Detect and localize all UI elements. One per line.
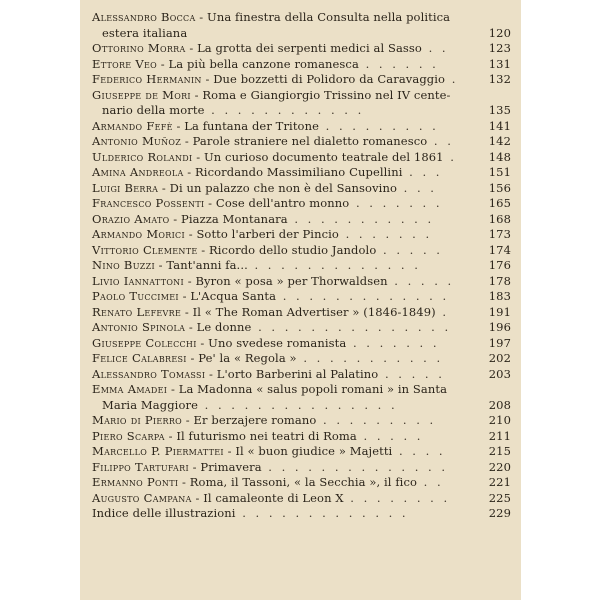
- entry-text: [92, 258, 487, 274]
- dot-leader: . . .: [396, 180, 437, 195]
- page-number: 131: [488, 56, 511, 71]
- toc-entry: [92, 274, 511, 290]
- author-separator: -: [185, 320, 197, 334]
- entry-author: Felice Calabresi: [92, 351, 187, 365]
- entry-title: Il camaleonte di Leon X: [203, 490, 344, 505]
- entry-author: Ottorino Morra: [92, 41, 186, 55]
- entry-title: Il futurismo nei teatri di Roma: [176, 428, 357, 443]
- page-number: 229: [488, 506, 511, 520]
- entry-title: Le donne: [196, 320, 252, 334]
- toc-entry: [92, 10, 511, 41]
- author-separator: -: [183, 165, 196, 179]
- entry-title: Indice delle illustrazioni: [92, 506, 236, 520]
- page-number: 197: [488, 335, 511, 350]
- entry-title: L'Acqua Santa: [190, 289, 277, 303]
- dot-leader: . . . . . . . . .: [316, 413, 437, 427]
- entry-title: La più bella canzone romanesca: [168, 56, 359, 71]
- entry-text: [92, 413, 487, 429]
- toc-entry: [92, 181, 511, 197]
- page-number: 174: [488, 242, 511, 257]
- entry-title: Il « The Roman Advertiser » (1846-1849): [192, 304, 436, 319]
- toc-entry: [92, 506, 511, 522]
- entry-title: La grotta dei serpenti medici al Sasso: [197, 41, 422, 55]
- dot-leader: . . . .: [392, 444, 446, 458]
- author-separator: -: [181, 134, 193, 148]
- author-separator: -: [167, 382, 179, 396]
- entry-text: [92, 196, 487, 212]
- entry-author: Filippo Tartufari: [92, 459, 189, 474]
- entry-text: [92, 88, 487, 119]
- entry-title: La funtana der Tritone: [184, 118, 319, 133]
- page-number: 208: [488, 397, 511, 412]
- entry-text: [92, 181, 487, 197]
- entry-title: Ricordando Massimiliano Cupellini: [195, 165, 403, 179]
- page-number: 178: [488, 273, 511, 288]
- table-of-contents: [92, 10, 511, 522]
- entry-title: Piazza Montanara: [181, 211, 288, 226]
- entry-author: Ermanno Ponti: [92, 475, 179, 489]
- dot-leader: . . . . . .: [358, 56, 439, 71]
- entry-author: Federico Hermanin: [92, 72, 202, 86]
- entry-text: [92, 305, 487, 321]
- entry-author: Vittorio Clemente: [92, 242, 198, 257]
- entry-text: [92, 491, 487, 507]
- entry-author: Luigi Berra: [92, 180, 159, 195]
- toc-entry: [92, 289, 511, 305]
- toc-entry: [92, 320, 511, 336]
- toc-entry: [92, 429, 511, 445]
- toc-entry: [92, 258, 511, 274]
- entry-title-continued: estera italiana: [102, 25, 188, 40]
- entry-title-continued: nario della morte . . . . . . . . . . . .: [102, 103, 365, 117]
- dot-leader: .: [435, 304, 450, 319]
- dot-leader: . . . . . . . .: [343, 490, 451, 505]
- entry-text: [92, 289, 487, 305]
- author-separator: -: [164, 428, 177, 443]
- dot-leader: . .: [421, 41, 449, 55]
- toc-entry: [92, 305, 511, 321]
- toc-entry: [92, 413, 511, 429]
- dot-leader: . . . . . . . . . . . . .: [247, 258, 421, 272]
- entry-text: [92, 336, 487, 352]
- entry-author: Giuseppe de Mori: [92, 87, 191, 102]
- toc-entry: [92, 134, 511, 150]
- author-separator: -: [169, 211, 181, 226]
- entry-title: Roma e Giangiorgio Trissino nel IV cente-: [202, 87, 451, 102]
- toc-entry: [92, 227, 511, 243]
- entry-title: Il « buon giudice » Majetti: [235, 444, 393, 458]
- author-separator: -: [205, 366, 217, 381]
- page-number: 165: [488, 196, 511, 210]
- entry-author: Emma Amadei: [92, 382, 168, 396]
- entry-title-continued: Maria Maggiore . . . . . . . . . . . . . . .: [102, 397, 398, 412]
- page-number: 141: [488, 118, 511, 133]
- toc-entry: [92, 57, 511, 73]
- toc-entry: [92, 119, 511, 135]
- page-number: 176: [488, 258, 511, 272]
- entry-title: L'orto Barberini al Palatino: [216, 366, 379, 381]
- toc-entry: [92, 41, 511, 57]
- entry-author: Nino Buzzi: [92, 258, 155, 272]
- toc-entry: [92, 72, 511, 88]
- page-number: 156: [488, 180, 511, 195]
- author-separator: -: [178, 289, 191, 303]
- author-separator: -: [192, 149, 204, 164]
- entry-title: Uno svedese romanista: [208, 335, 347, 350]
- dot-leader: . .: [427, 134, 454, 148]
- entry-title: Primavera: [200, 459, 262, 474]
- entry-text: [92, 10, 487, 41]
- entry-text: [92, 41, 487, 57]
- page-number: 123: [488, 41, 511, 55]
- entry-title: Di un palazzo che non è del Sansovino: [169, 180, 397, 195]
- dot-leader: . . . . .: [356, 428, 424, 443]
- dot-leader: . . . . .: [376, 242, 443, 257]
- entry-text: [92, 72, 487, 88]
- entry-title: Sotto l'arberi der Pincio: [196, 227, 339, 241]
- author-separator: -: [201, 72, 214, 86]
- author-separator: -: [182, 413, 194, 427]
- page-number: 221: [488, 475, 511, 489]
- page-number: 142: [488, 134, 511, 148]
- dot-leader: . . .: [402, 165, 443, 179]
- author-separator: -: [184, 227, 197, 241]
- toc-entry: [92, 150, 511, 166]
- toc-entry: [92, 165, 511, 181]
- book-page: [80, 0, 521, 600]
- author-separator: -: [172, 118, 185, 133]
- entry-text: [92, 119, 487, 135]
- page-number: 196: [488, 320, 511, 334]
- page-number: 225: [488, 490, 511, 505]
- page-number: 210: [488, 413, 511, 427]
- entry-title: Er berzajere romano: [193, 413, 317, 427]
- toc-entry: [92, 491, 511, 507]
- entry-title: Una finestra della Consulta nella politica: [207, 10, 451, 24]
- author-separator: -: [190, 87, 203, 102]
- entry-author: Antonio Spinola: [92, 320, 186, 334]
- author-separator: -: [223, 444, 236, 458]
- dot-leader: . . . . . . . . .: [319, 118, 439, 133]
- entry-text: [92, 150, 487, 166]
- entry-author: Paolo Tuccimei: [92, 289, 179, 303]
- dot-leader: . . . . . . .: [349, 196, 443, 210]
- toc-entry: [92, 336, 511, 352]
- entry-author: Antonio Muñoz: [92, 134, 182, 148]
- dot-leader: . . . . .: [387, 273, 455, 288]
- toc-entry: [92, 243, 511, 259]
- author-separator: -: [191, 490, 204, 505]
- page-number: 132: [488, 72, 511, 86]
- toc-entry: [92, 212, 511, 228]
- entry-title: Tant'anni fa...: [166, 258, 248, 272]
- entry-text: [92, 212, 487, 228]
- dot-leader: . . . . . . . . . . . . . . .: [197, 397, 398, 412]
- author-separator: -: [183, 273, 196, 288]
- entry-author: Giuseppe Colecchi: [92, 335, 197, 350]
- entry-author: Marcello P. Piermattei: [92, 444, 224, 458]
- author-separator: -: [158, 180, 170, 195]
- page-number: 183: [488, 289, 511, 303]
- dot-leader: . . . . . . . . . . .: [296, 351, 444, 365]
- entry-title: Ricordo dello studio Jandolo: [209, 242, 377, 257]
- entry-author: Ulderico Rolandi: [92, 149, 193, 164]
- entry-text: [92, 274, 487, 290]
- author-separator: -: [196, 335, 209, 350]
- entry-title: La Madonna « salus popoli romani » in Santa: [178, 382, 448, 396]
- dot-leader: . . . . . . . . . . . . .: [276, 289, 450, 303]
- dot-leader: . . . . . . . . . . . . . . .: [251, 320, 452, 334]
- entry-title: Parole straniere nel dialetto romanesco: [192, 134, 428, 148]
- page-number: 135: [488, 103, 511, 117]
- dot-leader: .: [445, 72, 459, 86]
- entry-author: Amina Andreola: [92, 165, 184, 179]
- dot-leader: . . . . . . . . . . . . . .: [261, 459, 449, 474]
- page-number: 168: [488, 211, 511, 226]
- entry-text: [92, 320, 487, 336]
- entry-author: Renato Lefevre: [92, 304, 182, 319]
- page-number: 203: [488, 366, 511, 381]
- entry-text: [92, 165, 487, 181]
- dot-leader: . . . . . . . . . . . .: [204, 103, 365, 117]
- page-number: 202: [488, 351, 511, 365]
- entry-author: Piero Scarpa: [92, 428, 165, 443]
- toc-entry: [92, 460, 511, 476]
- page-number: 120: [488, 25, 511, 40]
- entry-text: [92, 367, 487, 383]
- entry-author: Armando Morici: [92, 227, 185, 241]
- page-number: 151: [488, 165, 511, 179]
- entry-title: Un curioso documento teatrale del 1861: [203, 149, 444, 164]
- toc-entry: [92, 382, 511, 413]
- dot-leader: . . . . . . .: [338, 227, 433, 241]
- dot-leader: .: [443, 149, 457, 164]
- author-separator: -: [185, 41, 198, 55]
- entry-title: Roma, il Tassoni, « la Secchia », il fico: [189, 475, 418, 489]
- entry-text: [92, 243, 487, 259]
- entry-author: Alessandro Tomassi: [92, 366, 206, 381]
- entry-author: Mario di Pierro: [92, 413, 183, 427]
- entry-text: [92, 460, 487, 476]
- entry-author: Ettore Veo: [92, 56, 157, 71]
- page-number: 173: [488, 227, 511, 241]
- entry-text: [92, 382, 487, 413]
- dot-leader: . .: [417, 475, 444, 489]
- entry-title: Due bozzetti di Polidoro da Caravaggio: [213, 72, 446, 86]
- author-separator: -: [154, 258, 167, 272]
- entry-text: [92, 134, 487, 150]
- page-number: 215: [488, 444, 511, 458]
- entry-text: [92, 227, 487, 243]
- entry-title: Cose dell'antro monno: [215, 196, 350, 210]
- entry-title: Byron « posa » per Thorwaldsen: [195, 273, 388, 288]
- author-separator: -: [181, 304, 193, 319]
- page-number: 220: [488, 459, 511, 474]
- author-separator: -: [197, 242, 209, 257]
- toc-entry: [92, 351, 511, 367]
- entry-text: [92, 475, 487, 491]
- entry-author: Orazio Amato: [92, 211, 170, 226]
- author-separator: -: [195, 10, 208, 24]
- toc-entry: [92, 475, 511, 491]
- author-separator: -: [186, 351, 199, 365]
- toc-entry: [92, 367, 511, 383]
- page-number: 211: [488, 428, 511, 443]
- entry-text: [92, 506, 487, 522]
- page-number: 191: [488, 304, 511, 319]
- page-number: 148: [488, 149, 511, 164]
- toc-entry: [92, 88, 511, 119]
- author-separator: -: [178, 475, 190, 489]
- dot-leader: . . . . . . . . . . . . .: [235, 506, 409, 520]
- toc-entry: [92, 444, 511, 460]
- entry-author: Francesco Possenti: [92, 196, 205, 210]
- entry-text: [92, 429, 487, 445]
- toc-entry: [92, 196, 511, 212]
- entry-text: [92, 351, 487, 367]
- entry-author: Armando Fefè: [92, 118, 173, 133]
- dot-leader: . . . . .: [378, 366, 445, 381]
- author-separator: -: [204, 196, 216, 210]
- entry-text: [92, 444, 487, 460]
- entry-author: Alessandro Bocca: [92, 10, 196, 24]
- dot-leader: . . . . . . . . . . .: [287, 211, 435, 226]
- entry-title: Pe' la « Regola »: [198, 351, 297, 365]
- entry-author: Livio Iannattoni: [92, 273, 184, 288]
- author-separator: -: [188, 459, 201, 474]
- author-separator: -: [157, 56, 169, 71]
- entry-text: [92, 57, 487, 73]
- entry-author: Augusto Campana: [92, 490, 192, 505]
- dot-leader: . . . . . . .: [346, 335, 440, 350]
